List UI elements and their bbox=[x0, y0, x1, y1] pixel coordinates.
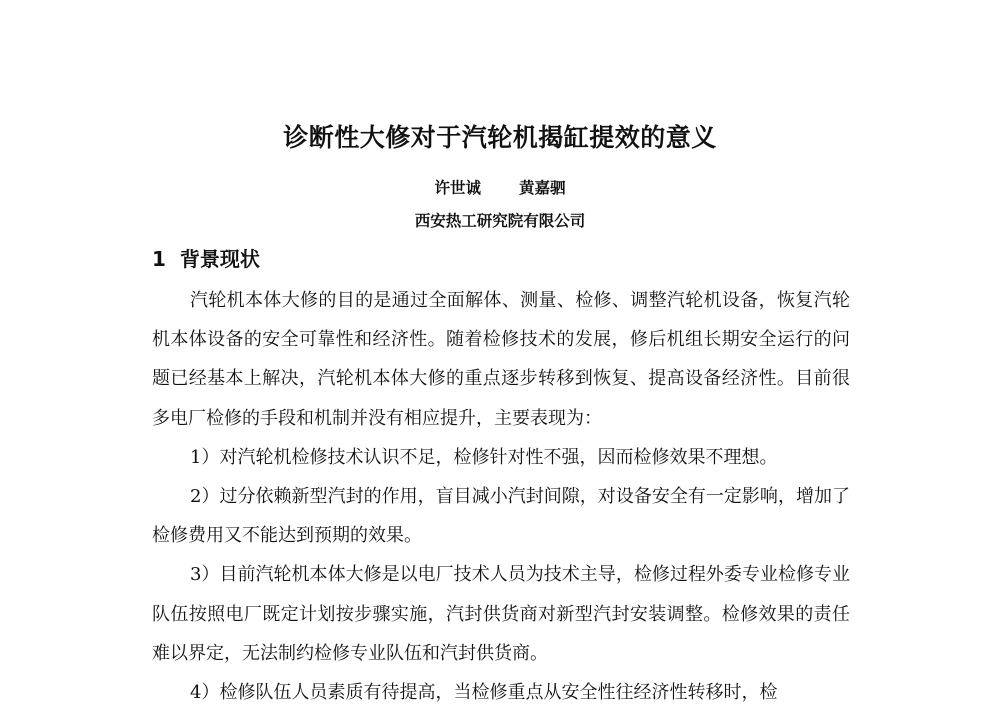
author-list bbox=[0, 176, 1000, 198]
paragraph: 汽轮机本体大修的目的是通过全面解体、测量、检修、调整汽轮机设备，恢复汽轮机本体设备的安全可靠性和经济性。随着检修技术的发展，修后机组长期安全运行的问题已经基本上解决，汽轮机本体大修的重点逐步转移到恢复、提高设备经济性。目前很多电厂检修的手段和机制并没有相应提升，主要表现为： bbox=[152, 290, 850, 429]
author-name: 许世诚 bbox=[434, 179, 481, 197]
body-text bbox=[152, 281, 850, 712]
paper-title: 诊断性大修对于汽轮机揭缸提效的意义 bbox=[283, 123, 717, 152]
affiliation: 西安热工研究院有限公司 bbox=[414, 212, 586, 230]
list-item: 4）检修队伍人员素质有待提高，当检修重点从安全性往经济性转移时，检 bbox=[190, 682, 778, 704]
section-heading bbox=[152, 243, 260, 272]
section-title: 背景现状 bbox=[179, 247, 260, 271]
list-item: 1）对汽轮机检修技术认识不足，检修针对性不强，因而检修效果不理想。 bbox=[190, 446, 778, 468]
author-name: 黄嘉驷 bbox=[519, 179, 566, 197]
list-item: 3）目前汽轮机本体大修是以电厂技术人员为技术主导，检修过程外委专业检修专业队伍按照电厂既定计划按步骤实施，汽封供货商对新型汽封安装调整。检修效果的责任难以界定，无法制约检修专业队伍和汽封供货商。 bbox=[152, 564, 850, 664]
list-item: 2）过分依赖新型汽封的作用，盲目减小汽封间隙，对设备安全有一定影响，增加了检修费用又不能达到预期的效果。 bbox=[152, 486, 850, 547]
section-number: 1 bbox=[152, 247, 166, 271]
